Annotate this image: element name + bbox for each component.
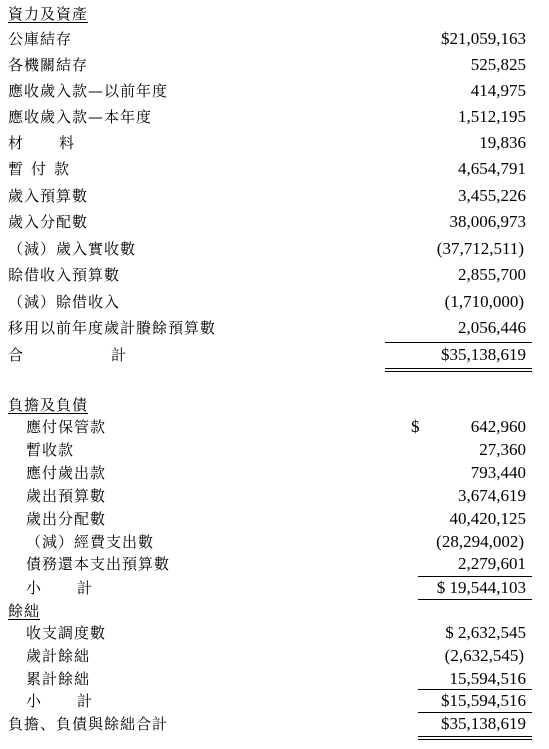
liability-amount: 642,960 <box>470 417 526 436</box>
surplus-amount: (2,632,545) <box>444 646 524 665</box>
assets-total-row <box>0 343 549 367</box>
liability-label: 歲出預算數 <box>26 487 107 505</box>
liability-label: 歲出分配數 <box>26 510 107 528</box>
asset-label: 應收歲入款—以前年度 <box>8 82 169 100</box>
surplus-row <box>0 621 549 645</box>
asset-row <box>0 237 549 261</box>
asset-row <box>0 290 549 314</box>
liability-row <box>0 552 549 576</box>
liabilities-subtotal-amount: $ 19,544,103 <box>436 578 526 597</box>
asset-amount: 2,855,700 <box>458 265 526 284</box>
assets-heading: 資力及資產 <box>8 5 89 23</box>
asset-amount: $21,059,163 <box>441 29 526 48</box>
asset-row <box>0 27 549 51</box>
surplus-heading-row <box>0 599 549 623</box>
asset-row <box>0 53 549 77</box>
asset-label: 歲入預算數 <box>8 187 89 205</box>
liability-amount: (28,294,002) <box>436 532 524 551</box>
asset-amount: 38,006,973 <box>449 212 526 231</box>
surplus-label: 累計餘絀 <box>26 670 91 688</box>
asset-row <box>0 131 549 155</box>
surplus-label: 收支調度數 <box>26 624 107 642</box>
liability-label: 應付歲出款 <box>26 464 107 482</box>
asset-label: （減）賒借收入 <box>8 293 121 311</box>
liability-label: 應付保管款 <box>26 418 107 436</box>
asset-amount: 4,654,791 <box>458 159 526 178</box>
liability-amount: 793,440 <box>470 463 526 482</box>
asset-row <box>0 105 549 129</box>
asset-amount: 2,056,446 <box>458 318 526 337</box>
asset-row <box>0 184 549 208</box>
asset-label: 移用以前年度歲計賸餘預算數 <box>8 319 217 337</box>
asset-row <box>0 210 549 234</box>
grand-total-double-rule <box>418 736 532 740</box>
surplus-heading: 餘絀 <box>8 602 41 620</box>
asset-label: 暫付款 <box>8 160 78 178</box>
liability-row <box>0 461 549 485</box>
asset-amount: 414,975 <box>470 81 526 100</box>
asset-row <box>0 157 549 181</box>
surplus-row <box>0 667 549 691</box>
liability-amount: 2,279,601 <box>458 554 526 573</box>
asset-row <box>0 316 549 340</box>
liability-row <box>0 507 549 531</box>
asset-label: 應收歲入款—本年度 <box>8 108 153 126</box>
assets-total-double-rule <box>385 368 532 372</box>
assets-heading-row <box>0 2 549 26</box>
surplus-subtotal-amount: $15,594,516 <box>441 691 526 710</box>
surplus-subtotal-row <box>0 689 549 713</box>
asset-amount: (1,710,000) <box>444 292 524 311</box>
asset-amount: 525,825 <box>470 55 526 74</box>
liabilities-subtotal-label: 小計 <box>26 579 129 597</box>
asset-label: 材料 <box>8 134 111 152</box>
assets-total-amount: $35,138,619 <box>441 345 526 364</box>
asset-label: 公庫結存 <box>8 30 73 48</box>
asset-label: （減）歲入實收數 <box>8 240 137 258</box>
liabilities-heading-row <box>0 393 549 417</box>
surplus-row <box>0 644 549 668</box>
liability-row <box>0 415 549 439</box>
liability-label: 債務還本支出預算數 <box>26 555 171 573</box>
liability-row <box>0 438 549 462</box>
asset-amount: 19,836 <box>479 133 526 152</box>
liability-row <box>0 530 549 554</box>
asset-amount: 3,455,226 <box>458 186 526 205</box>
asset-row <box>0 79 549 103</box>
liabilities-subtotal-row <box>0 576 549 600</box>
asset-amount: 1,512,195 <box>458 107 526 126</box>
grand-total-amount: $35,138,619 <box>441 714 526 733</box>
surplus-label: 歲計餘絀 <box>26 647 91 665</box>
assets-total-label: 合計 <box>8 346 215 364</box>
currency-symbol: $ <box>411 417 420 436</box>
liability-amount: 3,674,619 <box>458 486 526 505</box>
asset-amount: (37,712,511) <box>436 239 524 258</box>
liability-label: 暫收款 <box>26 441 75 459</box>
grand-total-row <box>0 712 549 736</box>
liability-amount: 27,360 <box>479 440 526 459</box>
surplus-amount: 15,594,516 <box>449 669 526 688</box>
liability-amount: 40,420,125 <box>449 509 526 528</box>
asset-label: 歲入分配數 <box>8 213 89 231</box>
asset-label: 賒借收入預算數 <box>8 266 121 284</box>
grand-total-label: 負擔、負債與餘絀合計 <box>8 715 169 733</box>
liabilities-heading: 負擔及負債 <box>8 396 89 414</box>
liability-row <box>0 484 549 508</box>
liability-label: （減）經費支出數 <box>26 533 155 551</box>
asset-row <box>0 263 549 287</box>
surplus-amount: $ 2,632,545 <box>445 623 526 642</box>
surplus-subtotal-label: 小計 <box>26 692 129 710</box>
asset-label: 各機關結存 <box>8 56 89 74</box>
